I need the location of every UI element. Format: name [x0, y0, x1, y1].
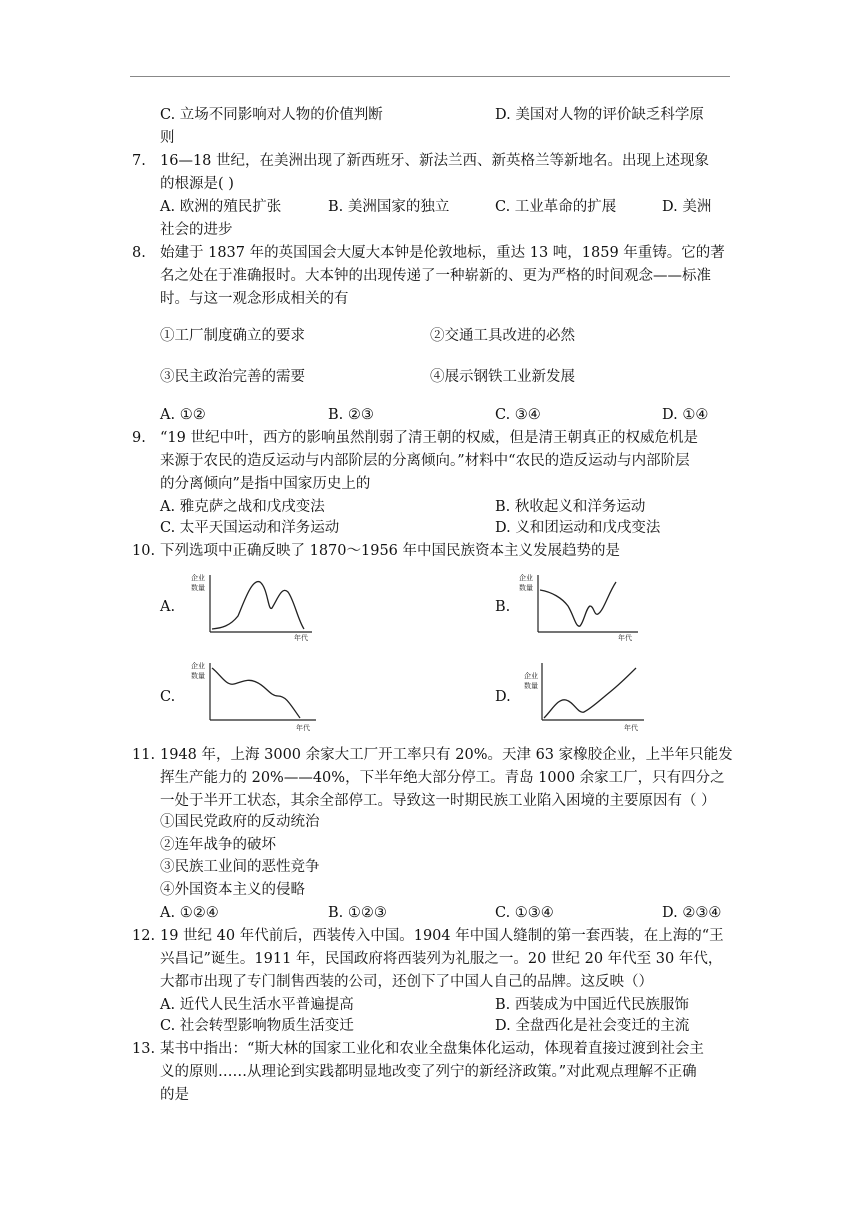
q8-item-2: ②交通工具改进的必然 [430, 328, 575, 344]
q10-chart-c[interactable] [190, 660, 320, 732]
q7-number: 7. [132, 153, 146, 169]
q9-stem-line-3: 的分离倾向”是指中国家历史上的 [160, 476, 371, 492]
q8-stem-line-1: 始建于 1837 年的英国国会大厦大本钟是伦敦地标，重达 13 吨，1859 年重铸。它的著 [160, 245, 725, 261]
q11-item-3: ③民族工业间的恶性竞争 [160, 859, 320, 875]
q11-item-4: ④外国资本主义的侵略 [160, 882, 305, 898]
q8-stem-line-2: 名之处在于准确报时。大本钟的出现传递了一种崭新的、更为严格的时间观念——标准 [160, 268, 711, 284]
chart-c-ylabel-2: 数量 [191, 672, 205, 680]
q10-number: 10. [132, 543, 156, 559]
q8-number: 8. [132, 245, 146, 261]
q6-option-c[interactable]: C. 立场不同影响对人物的价值判断 [160, 107, 383, 123]
q11-option-c[interactable]: C. ①③④ [495, 905, 554, 921]
q10-option-a[interactable]: A. [160, 599, 176, 615]
chart-d-ylabel-1: 企业 [524, 672, 538, 680]
q8-option-d[interactable]: D. ①④ [662, 407, 709, 423]
q11-item-1: ①国民党政府的反动统治 [160, 814, 320, 830]
q9-number: 9. [132, 430, 146, 446]
q6-option-d[interactable]: D. 美国对人物的评价缺乏科学原 [495, 107, 704, 123]
chart-b-ylabel-1: 企业 [519, 574, 533, 582]
q7-option-d[interactable]: D. 美洲 [662, 199, 712, 215]
q11-stem-line-1: 1948 年，上海 3000 余家大工厂开工率只有 20%。天津 63 家橡胶企业，上半年只能发 [160, 747, 733, 763]
q13-number: 13. [132, 1041, 156, 1057]
q8-item-3: ③民主政治完善的需要 [160, 369, 305, 385]
q12-option-c[interactable]: C. 社会转型影响物质生活变迁 [160, 1018, 354, 1034]
q11-option-d[interactable]: D. ②③④ [662, 905, 722, 921]
q10-chart-d[interactable] [518, 660, 648, 732]
q10-option-d[interactable]: D. [495, 689, 511, 705]
q12-stem-line-1: 19 世纪 40 年代前后，西装传入中国。1904 年中国人缝制的第一套西装，在上海的“王 [160, 928, 724, 944]
q10-chart-b[interactable] [518, 572, 643, 642]
q11-number: 11. [132, 747, 156, 763]
q10-chart-a[interactable] [190, 572, 315, 642]
q7-option-c[interactable]: C. 工业革命的扩展 [495, 199, 617, 215]
chart-a-curve [212, 582, 304, 629]
q8-option-a[interactable]: A. ①② [160, 407, 206, 423]
q8-option-c[interactable]: C. ③④ [495, 407, 541, 423]
q8-option-b[interactable]: B. ②③ [328, 407, 374, 423]
q9-stem-line-2: 来源于农民的造反运动与内部阶层的分离倾向。”材料中“农民的造反运动与内部阶层 [160, 453, 690, 469]
chart-c-curve [212, 668, 300, 718]
chart-a-ylabel-1: 企业 [191, 574, 205, 582]
q9-option-a[interactable]: A. 雅克萨之战和戊戌变法 [160, 499, 325, 515]
q8-item-1: ①工厂制度确立的要求 [160, 328, 305, 344]
q7-stem-line-1: 16—18 世纪，在美洲出现了新西班牙、新法兰西、新英格兰等新地名。出现上述现象 [160, 153, 710, 169]
header-rule [130, 76, 730, 77]
q10-option-c[interactable]: C. [160, 689, 176, 705]
q12-stem-line-2: 兴昌记”诞生。1911 年，民国政府将西装列为礼服之一。20 世纪 20 年代至 30 年代， [160, 951, 723, 967]
q12-number: 12. [132, 928, 156, 944]
q12-option-a[interactable]: A. 近代人民生活水平普遍提高 [160, 997, 354, 1013]
q9-option-b[interactable]: B. 秋收起义和洋务运动 [495, 499, 646, 515]
q11-stem-line-2: 挥生产能力的 20%——40%，下半年绝大部分停工。青岛 1000 余家工厂，只有四分之 [160, 770, 725, 786]
chart-b-curve [540, 582, 616, 626]
q10-stem: 下列选项中正确反映了 1870～1956 年中国民族资本主义发展趋势的是 [160, 543, 621, 559]
chart-a-ylabel-2: 数量 [191, 584, 205, 592]
q9-stem-line-1: “19 世纪中叶，西方的影响虽然削弱了清王朝的权威，但是清王朝真正的权威危机是 [160, 430, 698, 446]
chart-a-xlabel: 年代 [294, 634, 308, 642]
q8-stem-line-3: 时。与这一观念形成相关的有 [160, 291, 349, 307]
q10-option-b[interactable]: B. [495, 599, 511, 615]
q12-option-d[interactable]: D. 全盘西化是社会变迁的主流 [495, 1018, 690, 1034]
q9-option-d[interactable]: D. 义和团运动和戊戌变法 [495, 520, 661, 536]
chart-c-ylabel-1: 企业 [191, 662, 205, 670]
q11-option-b[interactable]: B. ①②③ [328, 905, 387, 921]
q11-option-a[interactable]: A. ①②④ [160, 905, 219, 921]
q7-stem-line-2: 的根源是( ) [160, 176, 234, 192]
chart-d-curve [544, 668, 636, 718]
q7-option-a[interactable]: A. 欧洲的殖民扩张 [160, 199, 282, 215]
q13-stem-line-3: 的是 [160, 1087, 189, 1103]
chart-d-xlabel: 年代 [624, 724, 638, 732]
q13-stem-line-1: 某书中指出：“斯大林的国家工业化和农业全盘集体化运动，体现着直接过渡到社会主 [160, 1041, 704, 1057]
q11-stem-line-3: 一处于半开工状态，其余全部停工。导致这一时期民族工业陷入困境的主要原因有（ ） [160, 793, 716, 809]
q9-option-c[interactable]: C. 太平天国运动和洋务运动 [160, 520, 340, 536]
q13-stem-line-2: 义的原则……从理论到实践都明显地改变了列宁的新经济政策。”对此观点理解不正确 [160, 1064, 697, 1080]
q11-item-2: ②连年战争的破坏 [160, 837, 276, 853]
chart-b-xlabel: 年代 [618, 634, 632, 642]
chart-d-ylabel-2: 数量 [524, 682, 538, 690]
chart-c-xlabel: 年代 [296, 724, 310, 732]
q12-stem-line-3: 大都市出现了专门制售西装的公司，还创下了中国人自己的品牌。这反映（） [160, 974, 653, 990]
q8-item-4: ④展示钢铁工业新发展 [430, 369, 575, 385]
q12-option-b[interactable]: B. 西装成为中国近代民族服饰 [495, 997, 689, 1013]
q7-option-d-continued: 社会的进步 [160, 222, 233, 238]
q7-option-b[interactable]: B. 美洲国家的独立 [328, 199, 450, 215]
q6-option-d-continued: 则 [160, 130, 175, 146]
chart-b-ylabel-2: 数量 [519, 584, 533, 592]
